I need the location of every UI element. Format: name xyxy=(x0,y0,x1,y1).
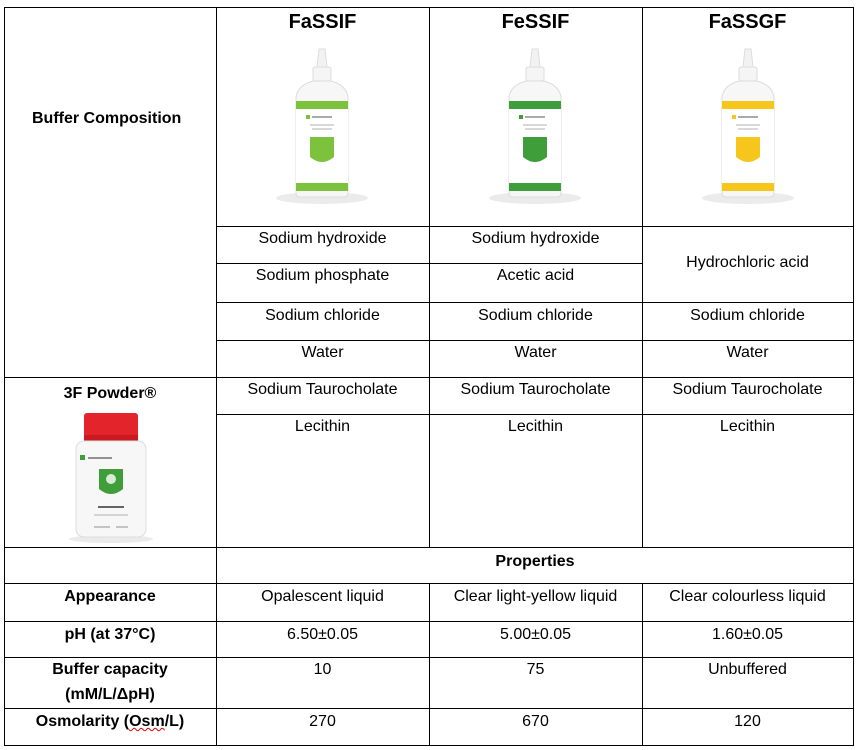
ph-fessif xyxy=(429,621,642,657)
buffer-capacity-fassif xyxy=(216,657,429,708)
fassif-bottle-image xyxy=(272,45,372,205)
fassif-powder-cell xyxy=(216,414,429,547)
label-text: pH (at 37°C) xyxy=(64,626,156,643)
component-text: Sodium chloride xyxy=(478,307,593,324)
value-text: 6.50±0.05 xyxy=(286,626,359,643)
appearance-fassif xyxy=(216,583,429,621)
column-title: FaSSGF xyxy=(708,11,787,33)
value-text: 270 xyxy=(309,713,336,730)
component-text: Sodium Taurocholate xyxy=(460,381,611,398)
row-label-ph xyxy=(4,621,216,657)
value-text: 75 xyxy=(526,661,545,678)
column-header-fessif xyxy=(429,7,642,226)
component-text: Sodium chloride xyxy=(690,307,805,324)
fessif-powder-cell xyxy=(429,377,642,414)
component-text: Water xyxy=(726,344,769,361)
osmolarity-fessif xyxy=(429,708,642,745)
component-text: Sodium Taurocholate xyxy=(672,381,823,398)
component-text: Sodium chloride xyxy=(265,307,380,324)
ph-fassgf xyxy=(642,621,853,657)
component-text: Hydrochloric acid xyxy=(686,254,809,271)
row-label-powder xyxy=(4,377,216,547)
value-text: Unbuffered xyxy=(708,661,787,678)
fassgf-buffer-cell xyxy=(642,302,853,340)
powder-label: 3F Powder® xyxy=(63,385,157,402)
osmolarity-fassgf xyxy=(642,708,853,745)
fessif-buffer-cell xyxy=(429,263,642,302)
component-text: Water xyxy=(514,344,557,361)
row-label-buffer-capacity xyxy=(4,657,216,708)
fassgf-buffer-cell xyxy=(642,226,853,302)
component-text: Sodium phosphate xyxy=(255,267,390,284)
label-text: Buffer capacity xyxy=(52,661,168,678)
fassif-powder-cell xyxy=(216,377,429,414)
powder-jar-image xyxy=(66,411,156,543)
appearance-fassgf xyxy=(642,583,853,621)
component-text: Lecithin xyxy=(719,418,776,435)
value-text: 670 xyxy=(522,713,549,730)
fassif-buffer-cell xyxy=(216,302,429,340)
row-label-osmolarity xyxy=(4,708,216,745)
osm-spellcheck-underline: Osm xyxy=(129,713,165,730)
fassgf-buffer-cell xyxy=(642,340,853,377)
column-header-fassif xyxy=(216,7,429,226)
fassif-buffer-cell xyxy=(216,340,429,377)
appearance-fessif xyxy=(429,583,642,621)
buffer-capacity-fassgf xyxy=(642,657,853,708)
component-text: Sodium Taurocholate xyxy=(247,381,398,398)
value-text: 1.60±0.05 xyxy=(711,626,784,643)
row-label-appearance xyxy=(4,583,216,621)
value-text: Clear colourless liquid xyxy=(669,588,826,605)
fassif-buffer-cell xyxy=(216,226,429,263)
component-text: Water xyxy=(301,344,344,361)
label-text: (mM/L/ΔpH) xyxy=(65,686,155,703)
column-header-fassgf xyxy=(642,7,853,226)
value-text: Clear light-yellow liquid xyxy=(453,588,618,605)
row-label-buffer-composition: Buffer Composition xyxy=(32,110,182,127)
osmolarity-fassif xyxy=(216,708,429,745)
fessif-buffer-cell xyxy=(429,226,642,263)
fessif-bottle-image xyxy=(485,45,585,205)
properties-title: Properties xyxy=(495,553,575,570)
properties-header xyxy=(216,547,854,583)
value-text: Opalescent liquid xyxy=(261,588,384,605)
column-title: FaSSIF xyxy=(288,11,357,33)
fessif-buffer-cell xyxy=(429,340,642,377)
value-text: 5.00±0.05 xyxy=(499,626,572,643)
component-text: Lecithin xyxy=(507,418,564,435)
ph-fassif xyxy=(216,621,429,657)
fessif-buffer-cell xyxy=(429,302,642,340)
component-text: Lecithin xyxy=(294,418,351,435)
fassif-buffer-cell xyxy=(216,263,429,302)
fassgf-powder-cell xyxy=(642,414,853,547)
value-text: 10 xyxy=(313,661,332,678)
value-text: 120 xyxy=(734,713,761,730)
component-text: Sodium hydroxide xyxy=(471,230,600,247)
fassgf-powder-cell xyxy=(642,377,853,414)
fassgf-bottle-image xyxy=(698,45,798,205)
component-text: Acetic acid xyxy=(496,267,575,284)
comparison-table xyxy=(4,7,854,746)
component-text: Sodium hydroxide xyxy=(258,230,387,247)
buffer-capacity-fessif xyxy=(429,657,642,708)
column-title: FeSSIF xyxy=(501,11,570,33)
label-text: Osmolarity (Osm/L) xyxy=(35,713,185,730)
fessif-powder-cell xyxy=(429,414,642,547)
label-text: Appearance xyxy=(64,588,156,605)
